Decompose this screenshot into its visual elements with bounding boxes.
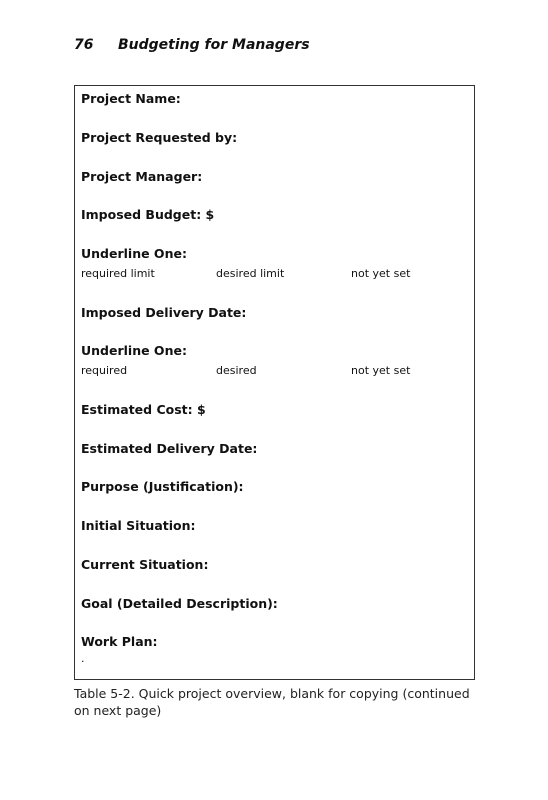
- table-caption: Table 5-2. Quick project overview, blank for copying (continued on next page): [74, 686, 470, 718]
- option-not-yet-set-date: not yet set: [351, 364, 411, 377]
- page-number: 76: [74, 37, 94, 53]
- goal-label: Goal (Detailed Description):: [81, 596, 278, 611]
- trailing-mark: .: [81, 652, 85, 665]
- underline-one-label-budget: Underline One:: [81, 246, 187, 261]
- project-overview-form: [74, 85, 475, 680]
- initial-situation-label: Initial Situation:: [81, 518, 196, 533]
- estimated-delivery-date-label: Estimated Delivery Date:: [81, 441, 258, 456]
- option-desired: desired: [216, 364, 257, 377]
- page-header: [74, 37, 310, 53]
- running-title: Budgeting for Managers: [118, 37, 310, 53]
- work-plan-label: Work Plan:: [81, 634, 158, 649]
- purpose-label: Purpose (Justification):: [81, 479, 244, 494]
- imposed-delivery-date-label: Imposed Delivery Date:: [81, 305, 247, 320]
- option-desired-limit: desired limit: [216, 267, 285, 280]
- option-required: required: [81, 364, 128, 377]
- option-required-limit: required limit: [81, 267, 155, 280]
- underline-one-label-date: Underline One:: [81, 343, 187, 358]
- estimated-cost-label: Estimated Cost: $: [81, 402, 206, 417]
- project-name-label: Project Name:: [81, 91, 181, 106]
- project-manager-label: Project Manager:: [81, 169, 203, 184]
- imposed-budget-label: Imposed Budget: $: [81, 207, 215, 222]
- current-situation-label: Current Situation:: [81, 557, 209, 572]
- project-requested-by-label: Project Requested by:: [81, 130, 238, 145]
- option-not-yet-set-budget: not yet set: [351, 267, 411, 280]
